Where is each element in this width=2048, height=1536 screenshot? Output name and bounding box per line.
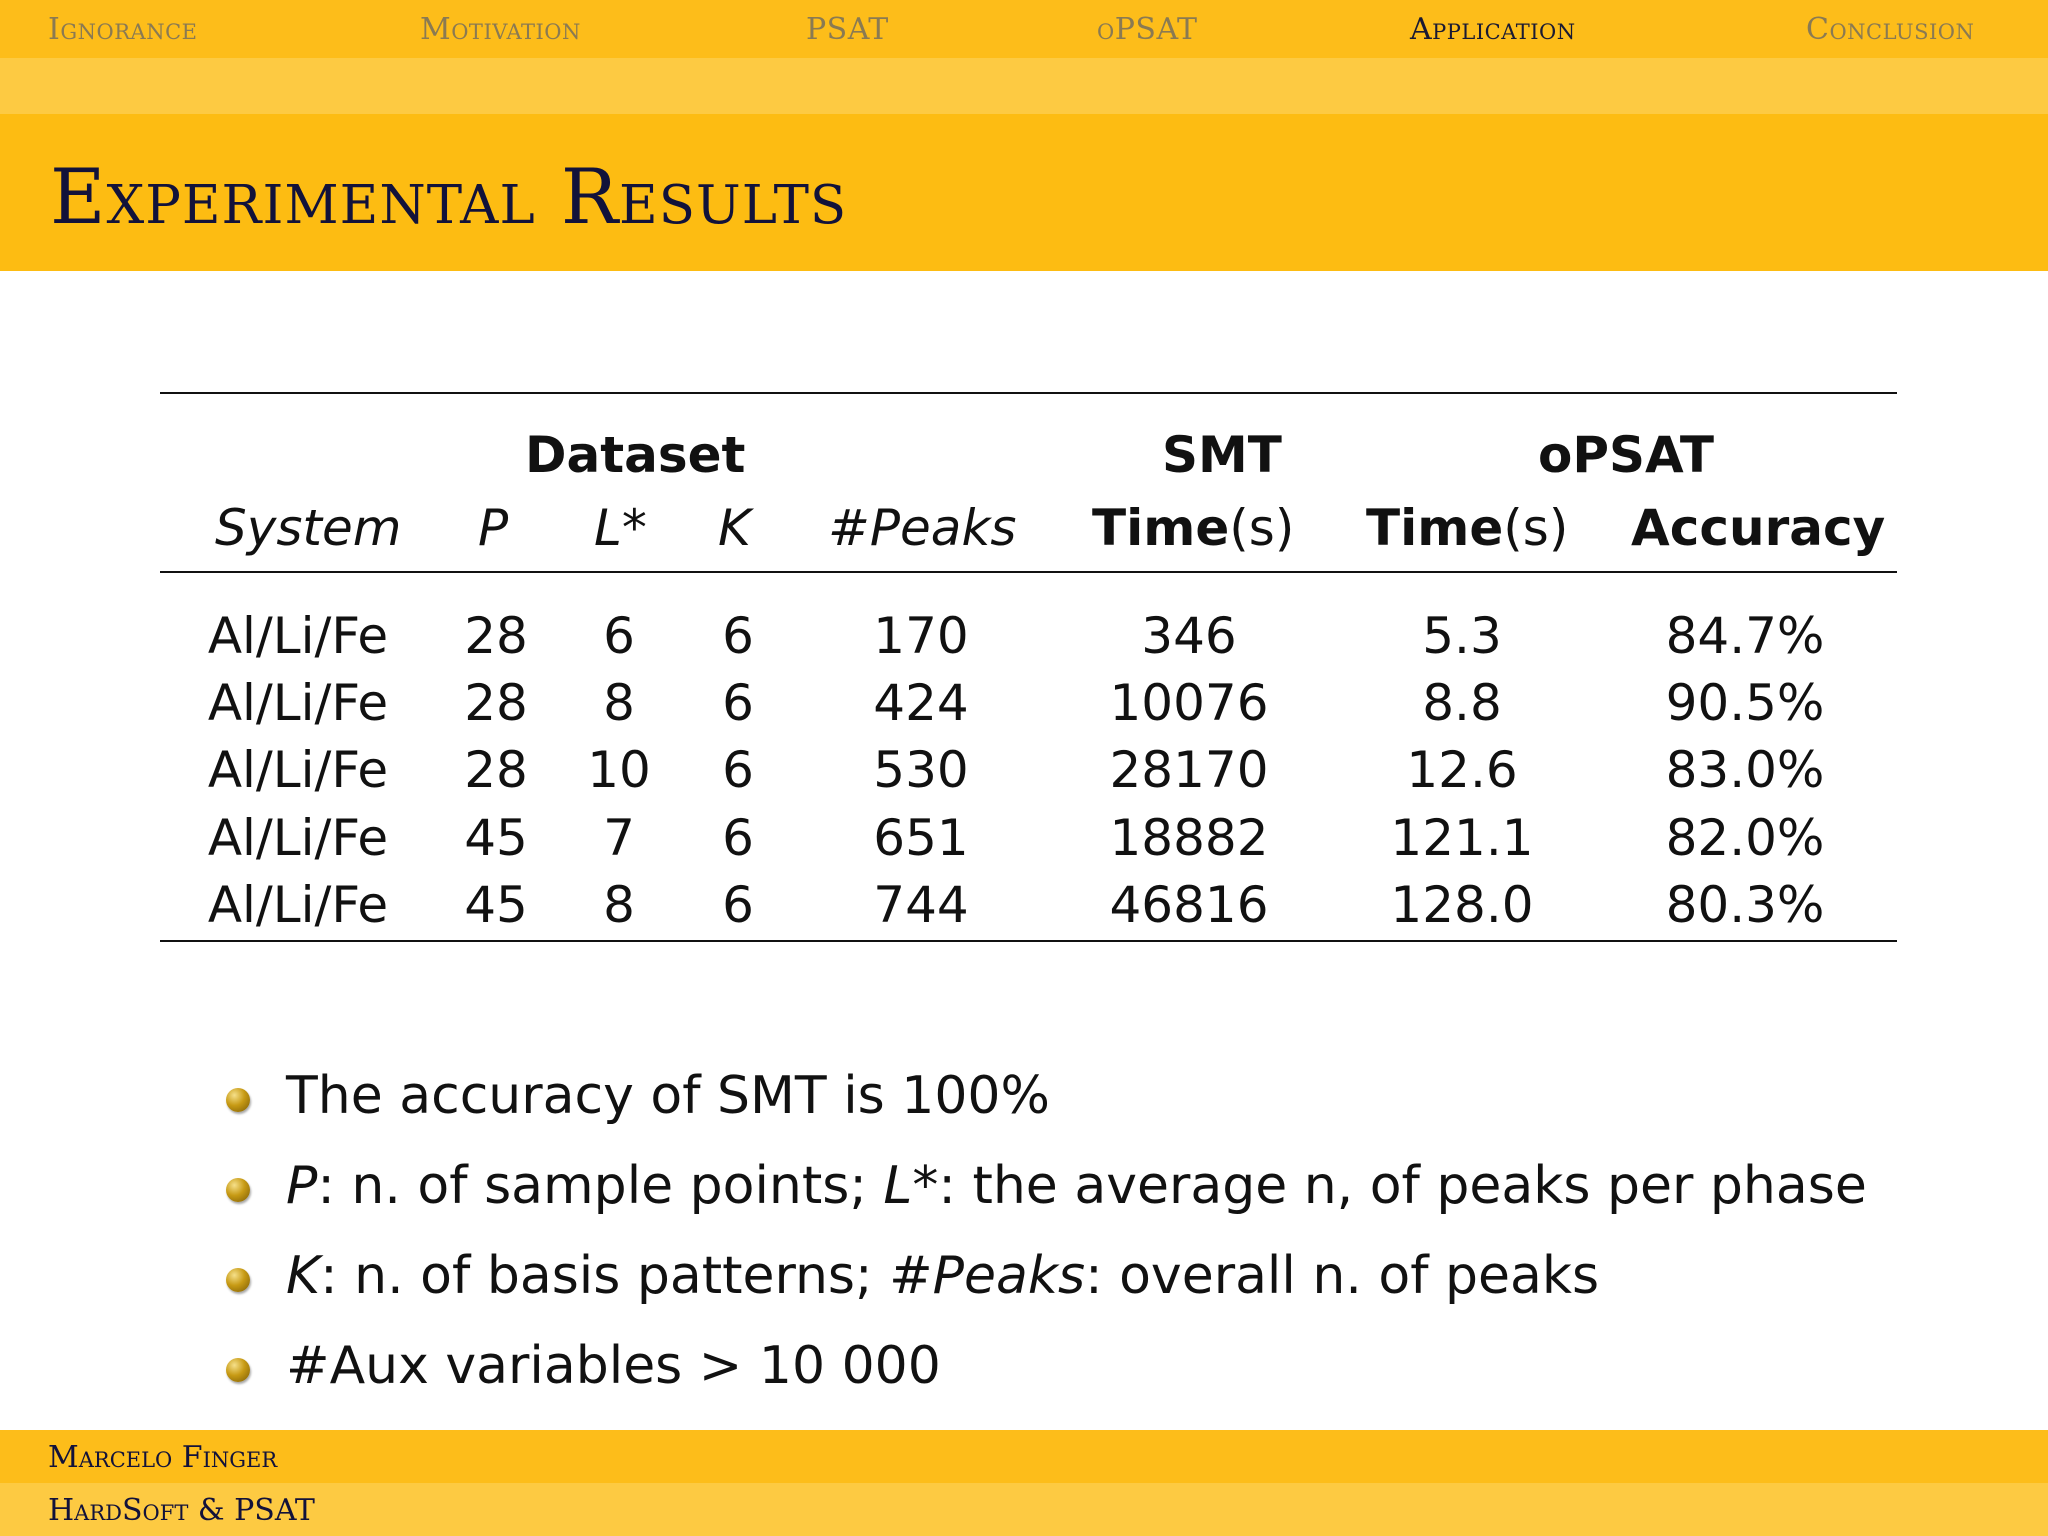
col-header-smt-time: [1092, 499, 1295, 557]
cell-accuracy: 82.0%: [1665, 809, 1825, 867]
cell-opsat-time: 128.0: [1390, 876, 1534, 934]
col-header-peaks: #Peaks: [828, 499, 1017, 557]
cell-opsat-time: 121.1: [1390, 809, 1534, 867]
cell-p: 28: [464, 741, 528, 799]
table-top-rule: [160, 392, 1897, 394]
footer-author: Marcelo Finger: [48, 1440, 278, 1475]
title-bar: [0, 114, 2048, 271]
bullet-text-part: : the average n, of peaks per phase: [938, 1156, 1867, 1216]
cell-peaks: 424: [873, 674, 969, 732]
cell-p: 45: [464, 876, 528, 934]
col-header-system: System: [215, 499, 402, 557]
footer-talk-title: HardSoft & PSAT: [48, 1493, 315, 1528]
subsection-bar: [0, 58, 2048, 114]
bullet-text: [286, 1066, 1050, 1126]
cell-p: 28: [464, 674, 528, 732]
bullet-item: [226, 1336, 1926, 1400]
col-header-smt-time-label: Time: [1092, 499, 1230, 557]
bullet-text-part: The accuracy of SMT is 100%: [286, 1066, 1050, 1126]
cell-accuracy: 90.5%: [1665, 674, 1825, 732]
footer-title-bar: [0, 1483, 2048, 1536]
cell-peaks: 170: [873, 607, 969, 665]
cell-lstar: 8: [603, 876, 635, 934]
bullet-symbol: P: [286, 1156, 318, 1216]
footer-author-bar: [0, 1430, 2048, 1483]
cell-accuracy: 83.0%: [1665, 741, 1825, 799]
nav-item-opsat[interactable]: oPSAT: [1097, 12, 1198, 47]
cell-smt-time: 18882: [1109, 809, 1269, 867]
cell-p: 45: [464, 809, 528, 867]
cell-peaks: 530: [873, 741, 969, 799]
cell-lstar: 8: [603, 674, 635, 732]
bullet-text-part: : n. of sample points;: [317, 1156, 884, 1216]
cell-peaks: 651: [873, 809, 969, 867]
col-header-opsat-time-label: Time: [1366, 499, 1504, 557]
nav-item-application[interactable]: Application: [1410, 12, 1576, 47]
cell-accuracy: 84.7%: [1665, 607, 1825, 665]
nav-item-conclusion[interactable]: Conclusion: [1806, 12, 1975, 47]
cell-lstar: 7: [603, 809, 635, 867]
cell-accuracy: 80.3%: [1665, 876, 1825, 934]
bullet-symbol: Peaks: [932, 1246, 1086, 1306]
bullet-text: [286, 1336, 941, 1396]
col-header-lstar: L*: [594, 499, 647, 557]
cell-lstar: 10: [587, 741, 651, 799]
cell-k: 6: [722, 876, 754, 934]
cell-lstar: 6: [603, 607, 635, 665]
cell-system: Al/Li/Fe: [207, 741, 389, 799]
cell-system: Al/Li/Fe: [207, 876, 389, 934]
group-header-dataset: Dataset: [525, 426, 746, 484]
col-header-p: P: [478, 499, 509, 557]
col-header-opsat-time-unit: (s): [1503, 499, 1569, 557]
table-header-rule: [160, 571, 1897, 573]
cell-p: 28: [464, 607, 528, 665]
bullet-item: [226, 1066, 1926, 1130]
nav-item-motivation[interactable]: Motivation: [420, 12, 581, 47]
bullet-text: [286, 1156, 1867, 1216]
section-navigation: [0, 0, 2048, 58]
bullet-ball-icon: [226, 1358, 250, 1382]
cell-system: Al/Li/Fe: [207, 607, 389, 665]
cell-k: 6: [722, 607, 754, 665]
cell-smt-time: 46816: [1109, 876, 1269, 934]
bullet-ball-icon: [226, 1268, 250, 1292]
cell-opsat-time: 12.6: [1406, 741, 1518, 799]
bullet-text: [286, 1246, 1600, 1306]
bullet-symbol: L*: [883, 1156, 939, 1216]
bullet-ball-icon: [226, 1178, 250, 1202]
col-header-smt-time-unit: (s): [1229, 499, 1295, 557]
col-header-accuracy: Accuracy: [1631, 499, 1886, 557]
cell-smt-time: 10076: [1109, 674, 1269, 732]
bullet-item: [226, 1246, 1926, 1310]
group-header-opsat: oPSAT: [1538, 426, 1714, 484]
bullet-ball-icon: [226, 1088, 250, 1112]
cell-k: 6: [722, 674, 754, 732]
nav-item-ignorance[interactable]: Ignorance: [48, 12, 198, 47]
bullet-item: [226, 1156, 1926, 1220]
table-bottom-rule: [160, 940, 1897, 942]
bullet-text-part: : overall n. of peaks: [1085, 1246, 1600, 1306]
cell-opsat-time: 5.3: [1422, 607, 1502, 665]
cell-system: Al/Li/Fe: [207, 809, 389, 867]
cell-smt-time: 28170: [1109, 741, 1269, 799]
bullet-symbol: K: [286, 1246, 321, 1306]
cell-k: 6: [722, 741, 754, 799]
cell-k: 6: [722, 809, 754, 867]
nav-item-psat[interactable]: PSAT: [806, 12, 889, 47]
cell-system: Al/Li/Fe: [207, 674, 389, 732]
col-header-k: K: [718, 499, 751, 557]
cell-peaks: 744: [873, 876, 969, 934]
col-header-opsat-time: [1366, 499, 1569, 557]
group-header-smt: SMT: [1162, 426, 1282, 484]
cell-opsat-time: 8.8: [1422, 674, 1502, 732]
bullet-text-part: : n. of basis patterns; #: [320, 1246, 933, 1306]
slide-title: Experimental Results: [50, 152, 848, 241]
bullet-text-part: #Aux variables > 10 000: [286, 1336, 941, 1396]
cell-smt-time: 346: [1141, 607, 1237, 665]
